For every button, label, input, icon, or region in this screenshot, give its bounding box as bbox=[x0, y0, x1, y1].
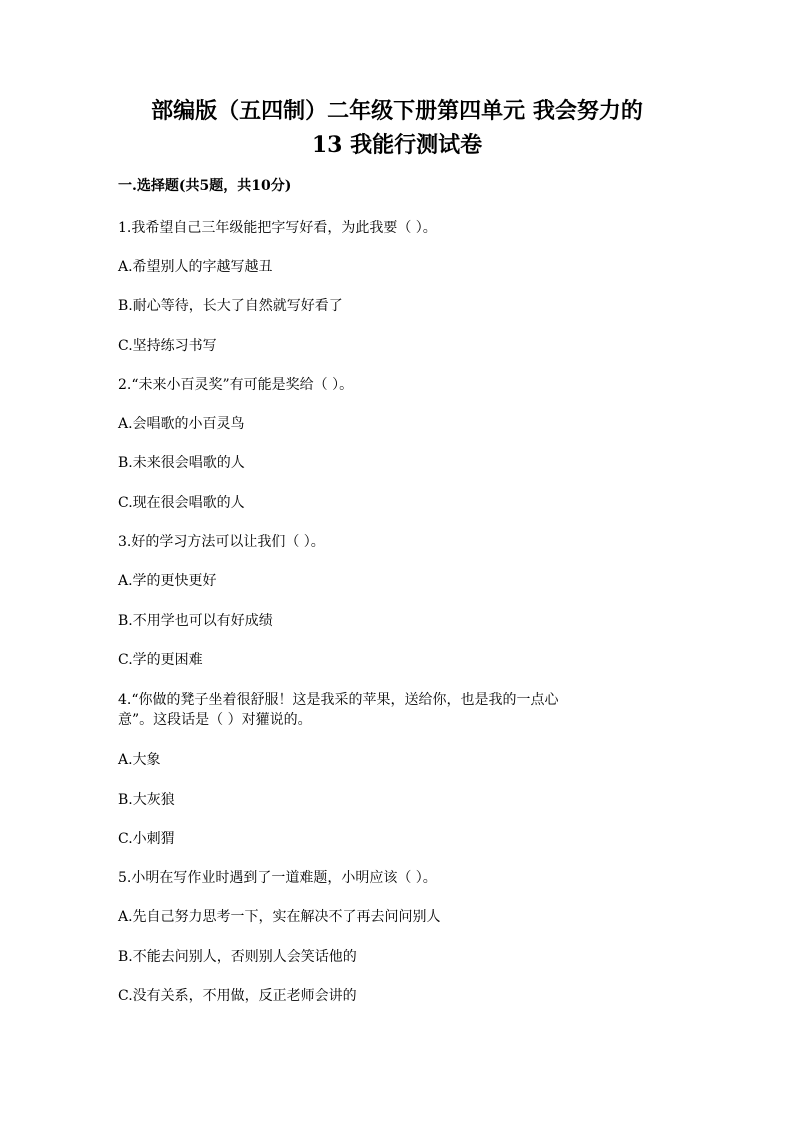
question-4-stem: 4.“你做的凳子坐着很舒服！这是我采的苹果，送给你，也是我的一点心 bbox=[118, 692, 559, 708]
question-3-stem: 3.好的学习方法可以让我们（ ）。 bbox=[118, 534, 325, 550]
question-2-option-b: B.未来很会唱歌的人 bbox=[118, 455, 245, 471]
question-4-option-c: C.小刺猬 bbox=[118, 831, 175, 847]
question-2-stem: 2.“未来小百灵奖”有可能是奖给（ ）。 bbox=[118, 377, 354, 393]
question-4-option-b: B.大灰狼 bbox=[118, 792, 175, 808]
question-3-option-c: C.学的更困难 bbox=[118, 652, 203, 668]
question-3-option-a: A.学的更快更好 bbox=[118, 573, 217, 589]
question-1-stem: 1.我希望自己三年级能把字写好看，为此我要（ ）。 bbox=[118, 220, 437, 236]
question-5-option-c: C.没有关系，不用做，反正老师会讲的 bbox=[118, 988, 357, 1004]
question-1-option-c: C.坚持练习书写 bbox=[118, 338, 217, 354]
question-2-option-c: C.现在很会唱歌的人 bbox=[118, 495, 245, 511]
page-title-line-1: 部编版（五四制）二年级下册第四单元 我会努力的 bbox=[151, 98, 643, 124]
question-5-option-a: A.先自己努力思考一下，实在解决不了再去问问别人 bbox=[118, 909, 441, 925]
question-1-option-b: B.耐心等待，长大了自然就写好看了 bbox=[118, 298, 343, 314]
question-5-option-b: B.不能去问别人，否则别人会笑话他的 bbox=[118, 949, 357, 965]
question-4-option-a: A.大象 bbox=[118, 752, 161, 768]
page-title-line-2: 13 我能行测试卷 bbox=[311, 132, 483, 158]
question-1-option-a: A.希望别人的字越写越丑 bbox=[118, 259, 273, 275]
question-3-option-b: B.不用学也可以有好成绩 bbox=[118, 613, 273, 629]
question-4-stem-continued: 意”。这段话是（ ）对獾说的。 bbox=[118, 712, 312, 728]
question-5-stem: 5.小明在写作业时遇到了一道难题，小明应该（ ）。 bbox=[118, 870, 437, 886]
question-2-option-a: A.会唱歌的小百灵鸟 bbox=[118, 416, 245, 432]
section-heading: 一.选择题(共5题，共10分) bbox=[118, 178, 292, 194]
